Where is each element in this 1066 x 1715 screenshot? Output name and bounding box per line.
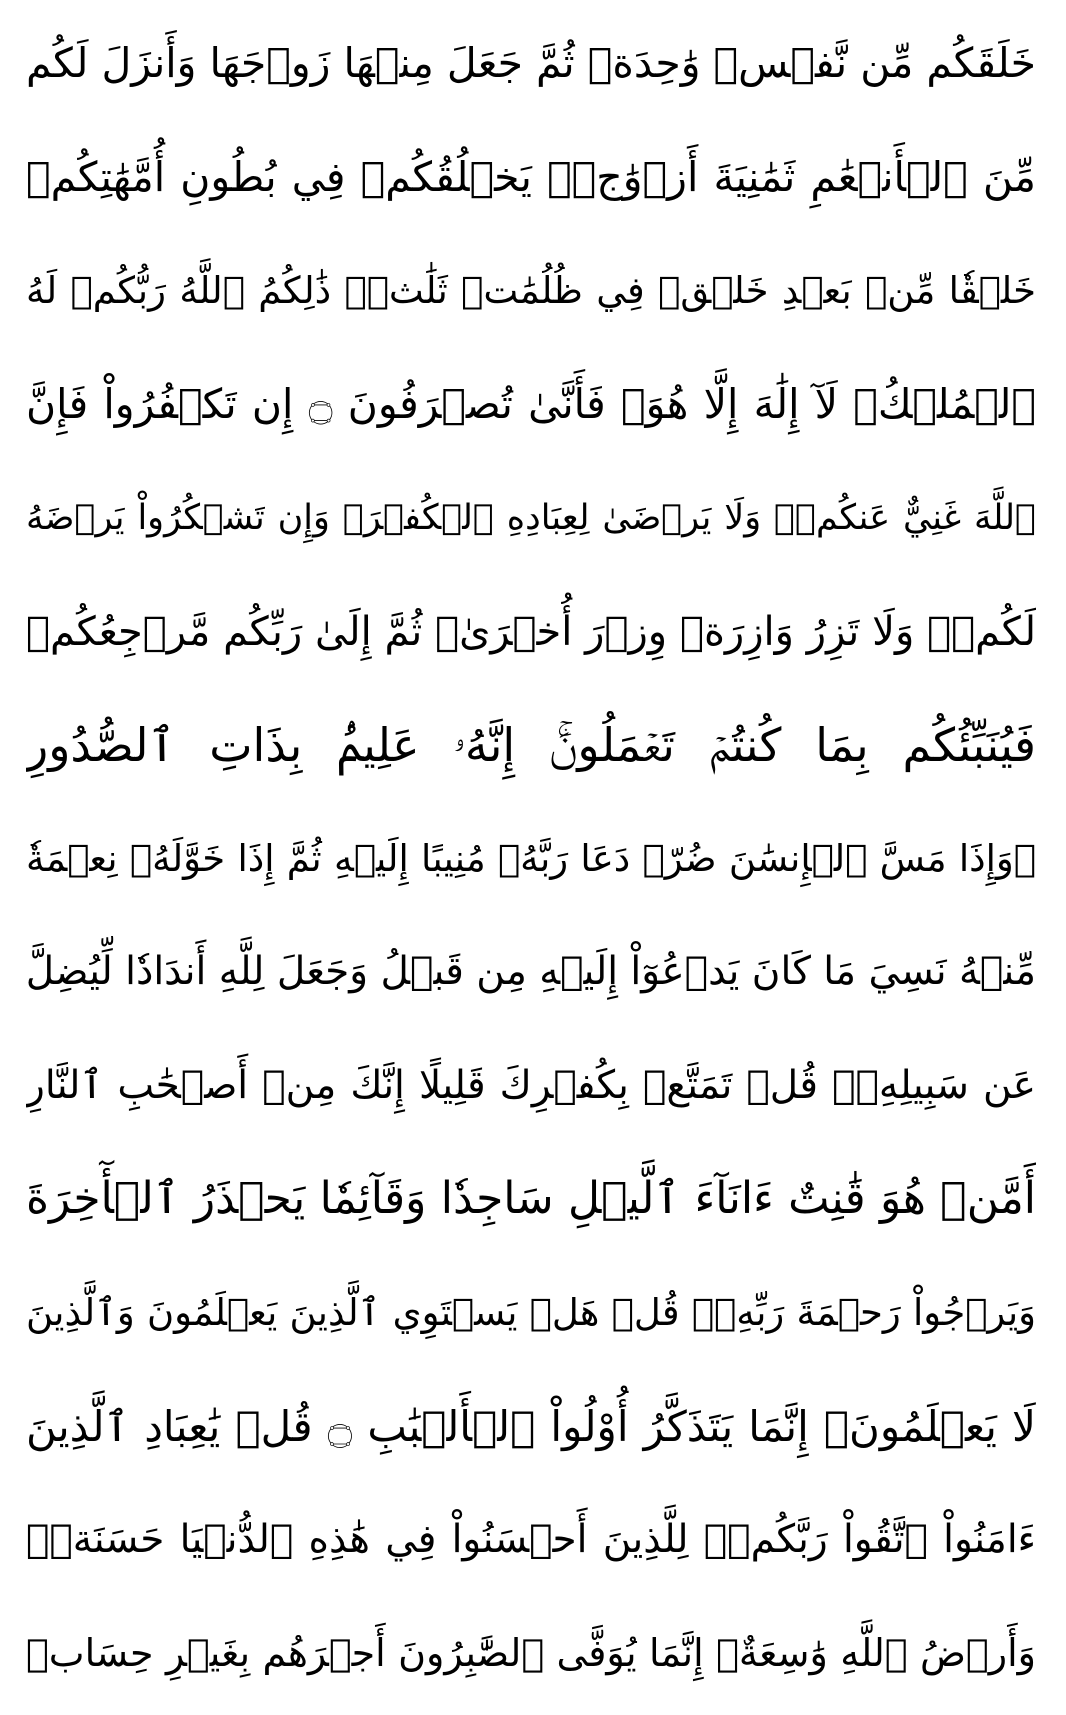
verse-line-14 [26, 1490, 1036, 1590]
verse-line-text: خَلۡقٗا مِّنۢ بَعۡدِ خَلۡقٖ فِي ظُلُمَٰتٖ ثَلَٰثٖۚ ذَٰلِكُمُ ٱللَّهُ رَبُّكُمۡ لَهُ [26, 268, 1036, 312]
verse-line-13 [26, 1377, 1036, 1477]
verse-line-8 [26, 809, 1036, 909]
verse-line-text: ٱلۡمُلۡكُۖ لَآ إِلَٰهَ إِلَّا هُوَۖ فَأَنَّىٰ تُصۡرَفُونَ ۝ إِن تَكۡفُرُواْ فَإِنَّ [26, 380, 1036, 429]
verse-line-12 [26, 1263, 1036, 1363]
verse-line-3 [26, 241, 1036, 341]
verse-line-text: أَمَّنۡ هُوَ قَٰنِتٌ ءَانَآءَ ٱلَّيۡلِ سَاجِدٗا وَقَآئِمٗا يَحۡذَرُ ٱلۡأٓخِرَةَ [26, 1173, 1036, 1225]
verse-line-9 [26, 923, 1036, 1023]
verse-line-text: لَا يَعۡلَمُونَۗ إِنَّمَا يَتَذَكَّرُ أُوْلُواْ ٱلۡأَلۡبَٰبِ ۝ قُلۡ يَٰعِبَادِ ٱلَّذِينَ [26, 1401, 1036, 1451]
verse-line-text: خَلَقَكُم مِّن نَّفۡسٖ وَٰحِدَةٖ ثُمَّ جَعَلَ مِنۡهَا زَوۡجَهَا وَأَنزَلَ لَكُم [26, 39, 1036, 88]
verse-line-5 [26, 468, 1036, 568]
verse-line-1 [26, 14, 1036, 114]
verse-line-text: مِّنۡهُ نَسِيَ مَا كَانَ يَدۡعُوٓاْ إِلَيۡهِ مِن قَبۡلُ وَجَعَلَ لِلَّهِ أَندَادٗا لِّيُضِلَّ [26, 949, 1036, 995]
verse-line-11 [26, 1150, 1036, 1250]
verse-line-4 [26, 355, 1036, 455]
verse-line-text: وَيَرۡجُواْ رَحۡمَةَ رَبِّهِۦۗ قُلۡ هَلۡ يَسۡتَوِي ٱلَّذِينَ يَعۡلَمُونَ وَٱلَّذِينَ [26, 1290, 1036, 1334]
verse-line-text: فَيُنَبِّئُكُم بِمَا كُنتُمۡ تَعۡمَلُونَۚ إِنَّهُۥ عَلِيمُۢ بِذَاتِ ٱلصُّدُورِ [26, 717, 1036, 772]
verse-line-10 [26, 1036, 1036, 1136]
verse-line-text: ۞وَإِذَا مَسَّ ٱلۡإِنسَٰنَ ضُرّٞ دَعَا رَبَّهُۥ مُنِيبًا إِلَيۡهِ ثُمَّ إِذَا خَوَّلَهُۥ نِعۡمَةٗ [26, 836, 1036, 880]
verse-line-6 [26, 582, 1036, 682]
verse-line-text: ٱللَّهَ غَنِيٌّ عَنكُمۡۖ وَلَا يَرۡضَىٰ لِعِبَادِهِ ٱلۡكُفۡرَۖ وَإِن تَشۡكُرُواْ يَرۡضَهُ [26, 498, 1036, 539]
verse-line-text: مِّنَ ٱلۡأَنۡعَٰمِ ثَمَٰنِيَةَ أَزۡوَٰجٖۚ يَخۡلُقُكُمۡ فِي بُطُونِ أُمَّهَٰتِكُمۡ [26, 152, 1036, 201]
verse-line-15 [26, 1604, 1036, 1704]
verse-lines [26, 14, 1036, 1704]
verse-line-2 [26, 128, 1036, 228]
verse-line-text: ءَامَنُواْ ٱتَّقُواْ رَبَّكُمۡۚ لِلَّذِينَ أَحۡسَنُواْ فِي هَٰذِهِ ٱلدُّنۡيَا حَسَنَةٞۗ [26, 1516, 1036, 1562]
verse-line-text: وَأَرۡضُ ٱللَّهِ وَٰسِعَةٌۗ إِنَّمَا يُوَفَّى ٱلصَّٰبِرُونَ أَجۡرَهُم بِغَيۡرِ حِسَابٖ [26, 1631, 1036, 1676]
verse-line-text: لَكُمۡۗ وَلَا تَزِرُ وَازِرَةٞ وِزۡرَ أُخۡرَىٰۚ ثُمَّ إِلَىٰ رَبِّكُم مَّرۡجِعُكُمۡ [26, 608, 1036, 655]
verse-line-text: عَن سَبِيلِهِۦۚ قُلۡ تَمَتَّعۡ بِكُفۡرِكَ قَلِيلًا إِنَّكَ مِنۡ أَصۡحَٰبِ ٱلنَّارِ [26, 1062, 1036, 1108]
verse-line-7 [26, 695, 1036, 795]
